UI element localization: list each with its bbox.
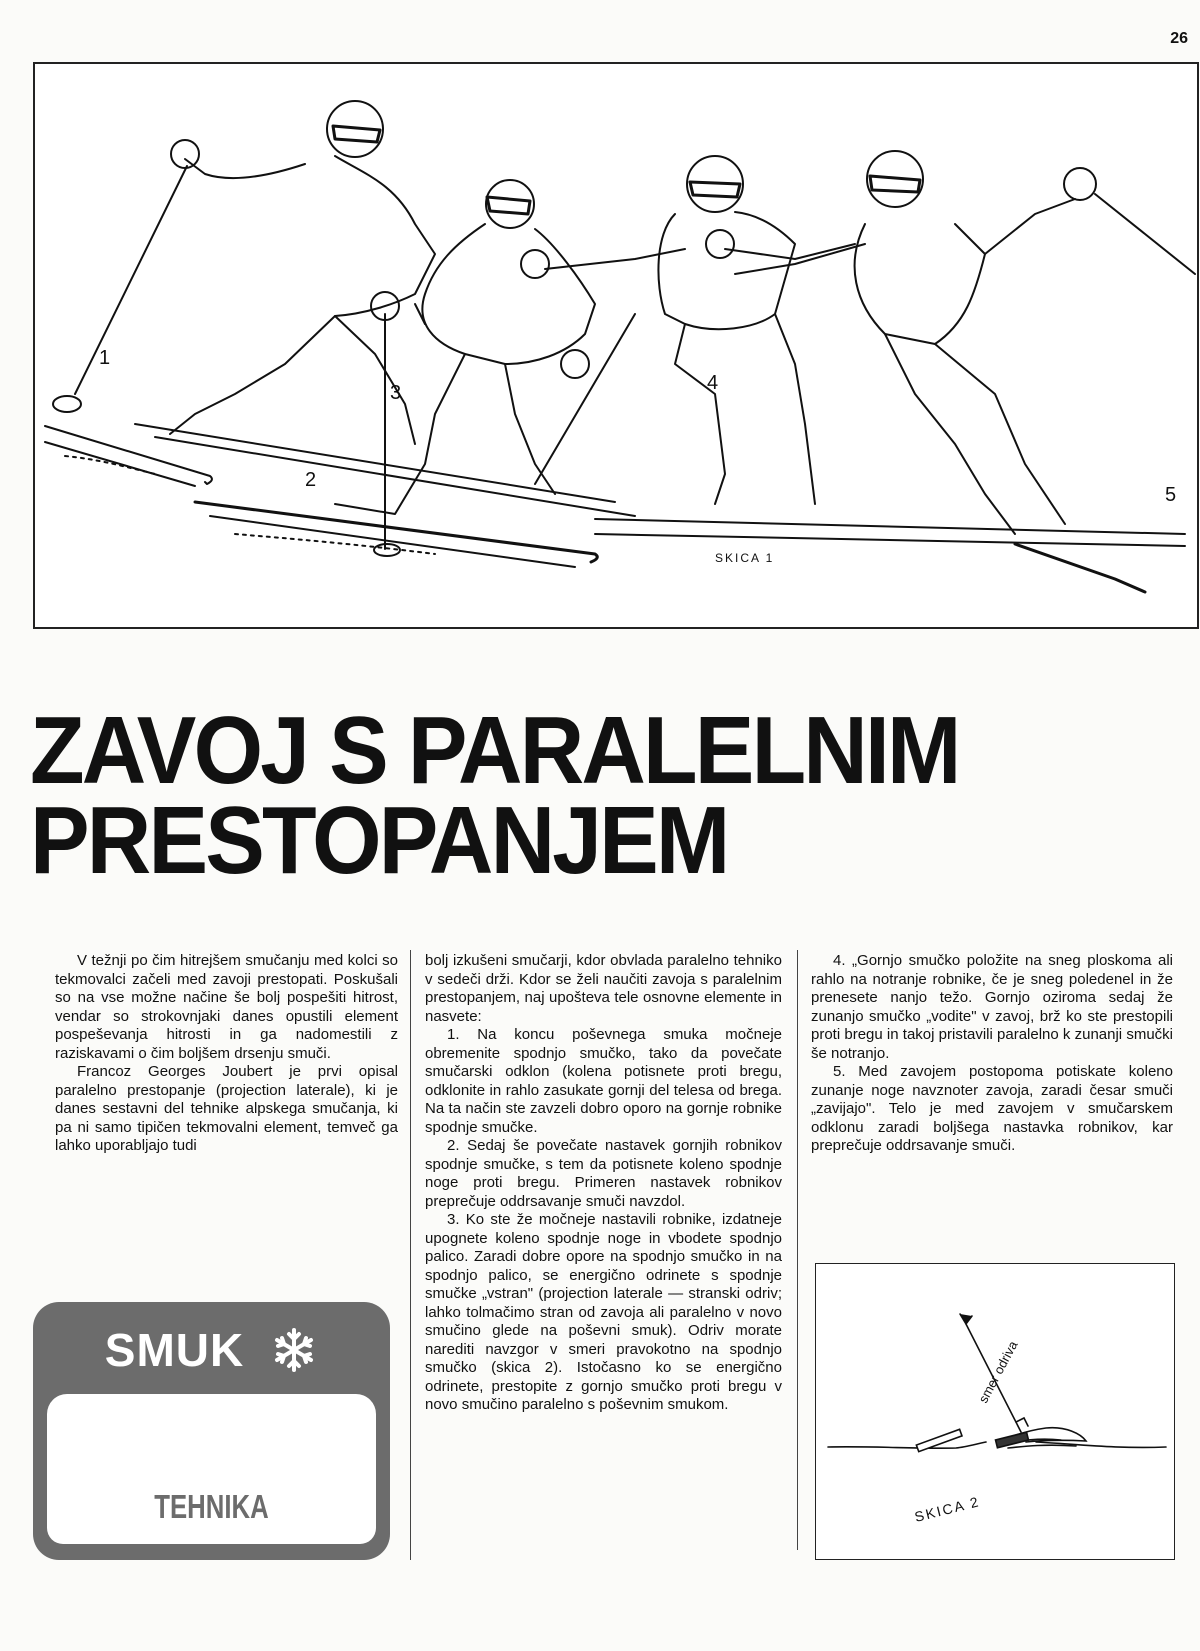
paragraph-step-5: 5. Med zavojem postopoma potiskate koleno zunanje noge navznoter zavoja, zaradi česar smuči „zavijajo". Telo je med zavojem v smučarskem odklonu zaradi boljšega nastavka robnikov, kar preprečuje oddrsavanje smuči. xyxy=(811,1063,1173,1154)
figure-1-illustration xyxy=(33,62,1199,629)
title-line-2: PRESTOPANJEM xyxy=(30,787,728,894)
step-label-4: 4 xyxy=(707,372,719,394)
badge-panel xyxy=(47,1394,376,1544)
paragraph-step-2: 2. Sedaj še povečate nastavek gornjih robnikov spodnje smučke, s tem da potisnete koleno spodnje noge proti bregu. Primeren nastavek robnikov preprečuje oddrsavanje smuči navzdol. xyxy=(425,1137,782,1210)
column-divider xyxy=(797,950,798,1550)
push-direction-diagram xyxy=(816,1264,1174,1559)
step-label-5: 5 xyxy=(1165,484,1177,506)
snowflake-icon xyxy=(270,1326,318,1374)
article-title xyxy=(30,697,1118,894)
paragraph-intro: V težnji po čim hitrejšem smučanju med kolci so tekmovalci začeli med zavoji prestopati. Poskušali so na vse možne načine še bolj pospešiti hitrost, vendar so strokovnjaki danes opustili element pospeševanja hitrosti in ga nadomestili z raziskavami o čim boljšem drsenju smuči. xyxy=(55,952,398,1062)
figure-2-illustration xyxy=(815,1263,1175,1560)
badge-title: SMUK xyxy=(104,1323,245,1376)
text-column-1 xyxy=(55,952,398,1156)
figure-1-caption: SKICA 1 xyxy=(715,551,775,565)
figure-2-caption: SKICA 2 xyxy=(912,1493,982,1525)
paragraph-step-1: 1. Na koncu poševnega smuka močneje obremenite spodnjo smučko, tako da povečate smučarski odklon (kolena potisnete proti bregu, odklonite in rahlo zasukate gornji del telesa od brega. Na ta način ste zavzeli dobro oporo na gornje robnike spodnje smučke. xyxy=(425,1026,782,1136)
step-label-3: 3 xyxy=(390,382,402,404)
section-badge xyxy=(33,1302,390,1560)
badge-subtitle: TEHNIKA xyxy=(154,1488,269,1525)
paragraph-step-4: 4. „Gornjo smučko položite na sneg ploskoma ali rahlo na notranje robnike, če je sneg poledenel in že prenesete nanjo težo. Gornjo oziroma sedaj že zunanjo smučko „vodite" v zavoj, brž ko ste prestopili proti bregu in takoj pristavili paralelno k zunanji smučki še notranjo. xyxy=(811,952,1173,1062)
step-label-2: 2 xyxy=(305,469,317,491)
paragraph-joubert-part1: Francoz Georges Joubert je prvi opisal paralelno prestopanje (projection laterale), ki je danes sestavni del tehnike alpskega smučanja, ki pa ni samo tipičen tekmovalni element, temveč ga lahko uporabljajo tudi xyxy=(55,1063,398,1154)
page-number: 26 xyxy=(1170,30,1188,47)
skier-sequence-drawing xyxy=(35,64,1200,631)
text-column-3 xyxy=(811,952,1173,1156)
title-line-1: ZAVOJ S PARALELNIM xyxy=(30,697,959,804)
paragraph-joubert-part2: bolj izkušeni smučarji, kdor obvlada paralelno tehniko v sedeči drži. Kdor se želi naučiti zavoja s paralelnim prestopanjem, naj upošteva tele osnovne elemente in nasvete: xyxy=(425,952,782,1025)
paragraph-step-3: 3. Ko ste že močneje nastavili robnike, izdatneje upognete koleno spodnje noge in vbodete spodnjo palico. Zaradi dobre opore na spodnjo smučko in na spodnjo palico, se energično odrinete s spodnje smučke „vstran" (projection laterale — stranski odriv; lahko tolmačimo stran od zavoja ali paralelno v novo smučino glede na poševni smuk). Odriv morate narediti navzgor v smeri pravokotno na spodnjo smučko (skica 2). Istočasno ko se energično odrinete, prestopite z gornjo smučko proti bregu v novo smučino paralelno s poševnim smukom. xyxy=(425,1211,782,1413)
text-column-2 xyxy=(425,952,782,1415)
column-divider xyxy=(410,950,411,1560)
step-label-1: 1 xyxy=(99,347,111,369)
figure-2-arrow-label: smer odriva xyxy=(975,1338,1021,1406)
